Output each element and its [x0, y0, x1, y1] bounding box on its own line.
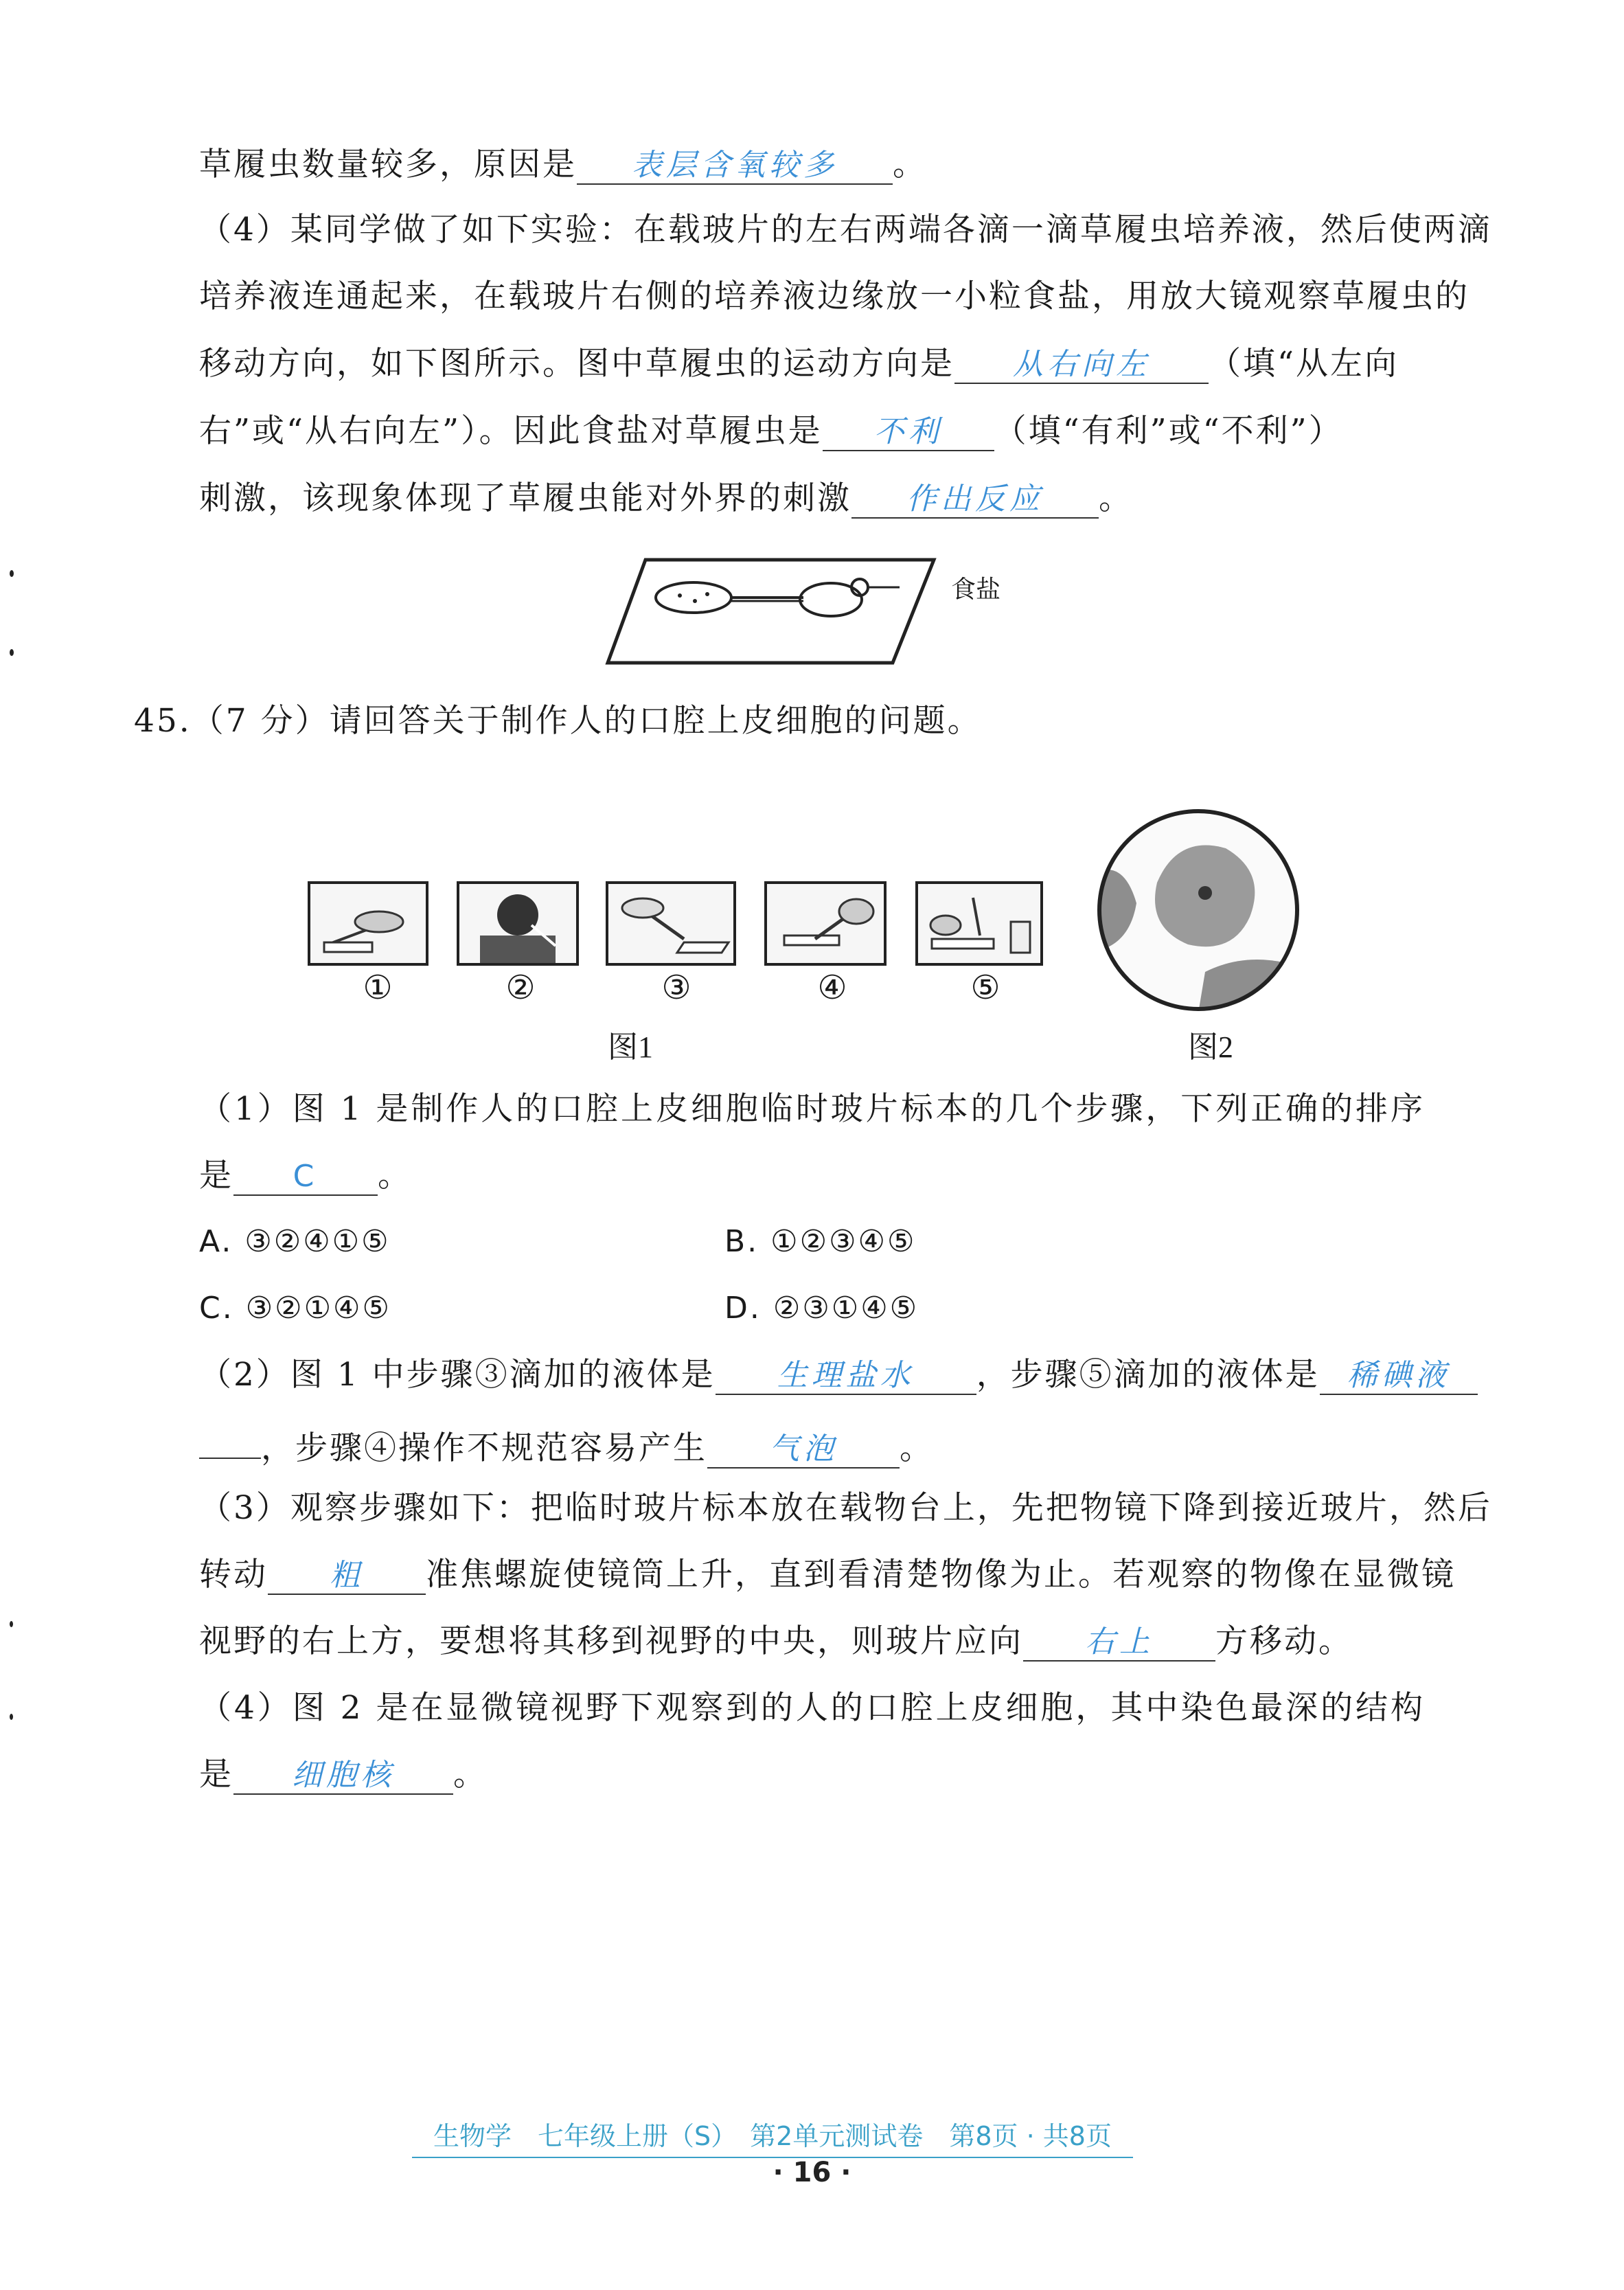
q45-answer-6: 右上 [1085, 1624, 1154, 1659]
step-2-image [457, 881, 579, 966]
option-c-label: C. [199, 1291, 234, 1326]
q45-answer-2: 生理盐水 [777, 1358, 915, 1393]
q45-part2-line2 [199, 1420, 1425, 1469]
q45-p2-line2-end: 。 [900, 1429, 934, 1467]
q45-p2-line1-text: （2）图 1 中步骤③滴加的液体是 [199, 1356, 716, 1394]
figure-1-caption: 图1 [608, 1030, 653, 1064]
salt-label: 食盐 [951, 576, 1001, 604]
q44-answer-blank-1[interactable] [577, 146, 893, 185]
scan-speck [10, 649, 14, 656]
q45-answer-3: 稀碘液 [1347, 1358, 1450, 1393]
step-4-image [764, 881, 887, 966]
step-5-image [915, 881, 1043, 966]
option-a-text: ③②④①⑤ [244, 1224, 391, 1259]
q44-part4-line1: （4）某同学做了如下实验：在载玻片的左右两端各滴一滴草履虫培养液，然后使两滴 [199, 211, 1492, 249]
q45-p3-line3-text: 视野的右上方，要想将其移到视野的中央，则玻片应向 [199, 1622, 1023, 1660]
option-b-label: B. [724, 1224, 759, 1259]
q45-p2-line2-text: ，步骤④操作不规范容易产生 [261, 1429, 707, 1467]
q45-p3-line2-end: 准焦螺旋使镜筒上升，直到看清楚物像为止。若观察的物像在显微镜 [426, 1556, 1456, 1594]
q44-line1 [199, 144, 1425, 185]
q44-p4-line3-text: 移动方向，如下图所示。图中草履虫的运动方向是 [199, 345, 954, 383]
q45-part4-line2 [199, 1754, 1425, 1795]
q45-p1-line2-text: 是 [199, 1157, 233, 1194]
q44-answer-blank-3[interactable] [823, 413, 994, 451]
step-label-4: ④ [817, 968, 847, 1007]
q45-answer-4: 气泡 [769, 1431, 838, 1466]
q45-p1-line2-end: 。 [378, 1157, 412, 1194]
q44-p4-line3-end: （填“从左向 [1209, 345, 1399, 383]
q45-p3-line2-text: 转动 [199, 1556, 268, 1594]
q44-answer-1: 表层含氧较多 [632, 148, 838, 183]
figure-2-caption: 图2 [1188, 1030, 1233, 1064]
q45-answer-blank-2[interactable] [716, 1357, 976, 1395]
scan-speck [10, 570, 14, 577]
q44-p4-line4-end: （填“有利”或“不利”） [994, 412, 1343, 450]
q45-part1-line1: （1）图 1 是制作人的口腔上皮细胞临时玻片标本的几个步骤，下列正确的排序 [199, 1090, 1425, 1128]
q45-answer-blank-3-cont [199, 1420, 261, 1459]
step-label-3: ③ [661, 968, 691, 1007]
scan-speck [10, 1621, 13, 1627]
q45-p3-line3-end: 方移动。 [1215, 1622, 1353, 1660]
q44-answer-4: 作出反应 [906, 481, 1044, 517]
q45-answer-blank-4[interactable] [707, 1430, 900, 1469]
q45-answer-blank-3[interactable] [1320, 1357, 1478, 1395]
option-a-label: A. [199, 1224, 233, 1259]
q44-part4-line4 [199, 411, 1425, 452]
option-c-text: ③②①④⑤ [245, 1291, 391, 1326]
option-b[interactable] [724, 1221, 1425, 1262]
q45-p4-line2-end: 。 [453, 1756, 488, 1793]
q45-part3-line2 [199, 1554, 1456, 1596]
microscope-field [1095, 807, 1301, 1013]
option-d-label: D. [724, 1291, 762, 1326]
step-label-2: ② [505, 968, 536, 1007]
q45-part2-line1 [199, 1354, 1450, 1396]
option-b-text: ①②③④⑤ [770, 1224, 917, 1259]
q44-p4-line5-text: 刺激，该现象体现了草履虫能对外界的刺激 [199, 479, 851, 517]
q45-part3-line1: （3）观察步骤如下：把临时玻片标本放在载物台上，先把物镜下降到接近玻片，然后 [199, 1489, 1492, 1527]
q45-p4-line2-text: 是 [199, 1756, 233, 1793]
q45-answer-blank-6[interactable] [1023, 1623, 1215, 1662]
q44-p4-line4-text: 右”或“从右向左”）。因此食盐对草履虫是 [199, 412, 823, 450]
step-label-5: ⑤ [970, 968, 1000, 1007]
q45-title: 45.（7 分）请回答关于制作人的口腔上皮细胞的问题。 [134, 702, 982, 740]
step-1-image [308, 881, 428, 966]
q44-line1-end: 。 [893, 146, 927, 183]
option-d-text: ②③①④⑤ [773, 1291, 919, 1326]
step-3-image [606, 881, 736, 966]
q44-answer-2: 从右向左 [1013, 347, 1150, 382]
q44-part4-line5 [199, 478, 1425, 519]
option-d[interactable] [724, 1288, 1425, 1329]
q44-answer-blank-4[interactable] [851, 480, 1099, 519]
page-footer: 生物学 七年级上册（S） 第2单元测试卷 第8页 · 共8页 [412, 2116, 1133, 2158]
q45-p2-line1-mid: ，步骤⑤滴加的液体是 [976, 1356, 1320, 1394]
q45-part4-line1: （4）图 2 是在显微镜视野下观察到的人的口腔上皮细胞，其中染色最深的结构 [199, 1689, 1425, 1727]
q45-answer-1: C [293, 1159, 319, 1194]
q44-part4-line3 [199, 343, 1425, 385]
q45-answer-blank-7[interactable] [233, 1756, 453, 1795]
q44-p4-line5-end: 。 [1099, 479, 1133, 517]
q44-part4-line2: 培养液连通起来，在载玻片右侧的培养液边缘放一小粒食盐，用放大镜观察草履虫的 [199, 277, 1469, 315]
slide-figure [604, 553, 1044, 677]
q45-answer-5: 粗 [330, 1558, 364, 1593]
q45-answer-blank-5[interactable] [268, 1556, 426, 1595]
q45-part3-line3 [199, 1621, 1425, 1662]
q45-part1-line2 [199, 1155, 1425, 1197]
q45-answer-blank-1[interactable] [233, 1157, 378, 1196]
cheek-cells-view [1095, 807, 1301, 1013]
q44-answer-blank-2[interactable] [954, 345, 1209, 384]
q44-line1-text: 草履虫数量较多，原因是 [199, 146, 577, 183]
step-label-1: ① [363, 968, 393, 1007]
q45-answer-7: 细胞核 [292, 1758, 395, 1793]
page-number: · 16 · [773, 2157, 851, 2188]
q44-answer-3: 不利 [873, 414, 943, 449]
scan-speck [10, 1714, 13, 1720]
